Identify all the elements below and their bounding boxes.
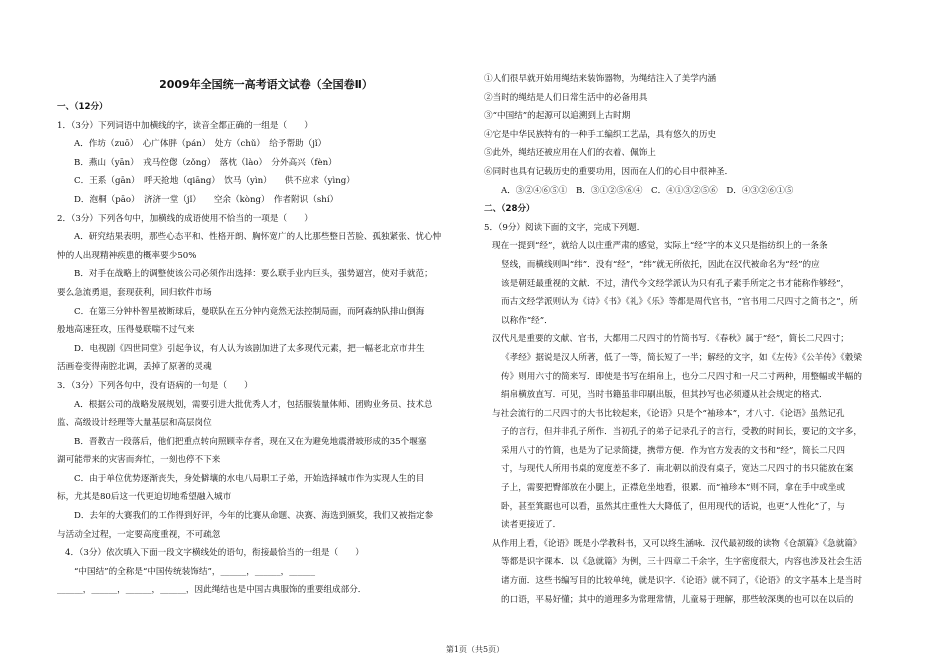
right-text-line: ⑥同时也具有记载历史的重要功用，因而在人们的心目中很神圣． bbox=[484, 166, 734, 177]
right-text-line: 5．（9分）阅读下面的文字，完成下列题． bbox=[484, 222, 646, 233]
right-text-line: 等都是识字课本．以《急就篇》为例，三十四章二千余字，生字密度很大，内容也涉及社会生活 bbox=[501, 557, 862, 568]
exam-title: 2009年全国统一高考语文试卷（全国卷Ⅱ） bbox=[159, 78, 373, 91]
left-text-line: 般地高速狂攻，压得曼联喘不过气来 bbox=[57, 325, 195, 336]
right-text-line: 子上，需要把臀部放在小腿上，正襟危坐地看，很累．而“袖珍本”则不同，拿在手中或坐或 bbox=[501, 483, 845, 494]
right-text-line: 采用八寸的竹简，也是为了记录简捷，携带方便．作为官方发表的文书和“经”，简长二尺四 bbox=[501, 445, 845, 456]
left-text-line: 要么急流勇退，套现获利，回归软件市场 bbox=[57, 287, 212, 298]
right-text-line: 竖线，而横线则叫“纬”．没有“经”，“纬”就无所依托，因此在汉代被命名为“经”的应 bbox=[501, 259, 820, 270]
right-text-line: ③“中国结”的起源可以追溯到上古时期 bbox=[484, 111, 631, 122]
left-text-line: 1．（3分）下列词语中加横线的字，读音全都正确的一组是（ ） bbox=[57, 120, 313, 131]
right-text-line: 卧，甚至箕踞也可以看，虽然其庄重性大大降低了，但用现代的话说，也更“人性化”了，与 bbox=[501, 501, 845, 512]
right-text-line: 以称作“经”． bbox=[501, 315, 553, 326]
right-text-line: 寸，与现代人所用书桌的宽度差不多了．南北朝以前没有桌子，宽达二尺四寸的书只能放在案 bbox=[501, 464, 854, 475]
right-text-line: 传》则用六寸的简来写．即使是书写在绢帛上，也分二尺四寸和一尺二寸两种，用整幅或半幅的 bbox=[501, 371, 862, 382]
right-text-line: 的口语，平易好懂；其中的道理多为常理常情，儿童易于理解，那些较深奥的也可以在以后的 bbox=[501, 594, 854, 605]
right-text-line: ②当时的绳结是人们日常生活中的必备用具 bbox=[484, 92, 648, 103]
left-text-line: 3．（3分）下列各句中，没有语病的一句是（ ） bbox=[57, 380, 253, 391]
right-text-line: 读者更接近了． bbox=[501, 520, 562, 531]
right-column bbox=[484, 70, 896, 609]
right-text-line: 现在一提到“经”，就给人以庄重严肃的感觉，实际上“经”字的本义只是指纺织上的一条条 bbox=[492, 241, 828, 252]
right-text-line: 与社会流行的二尺四寸的大书比较起来，《论语》只是个“袖珍本”，才八寸．《论语》虽然记孔 bbox=[492, 408, 845, 419]
left-text-line: A．根据公司的战略发展规划，需要引进大批优秀人才，包括服装量体师、团购业务员、技术总 bbox=[74, 399, 433, 410]
left-text-line: A．研究结果表明，那些心态平和、性格开朗、胸怀宽广的人比那些整日苦脸、孤独紧张、忧心忡 bbox=[74, 232, 442, 243]
left-text-line: C．王系（gān） 呼天抢地（qiāng） 饮马（yìn） 供不应求（yìng） bbox=[74, 176, 355, 187]
left-text-line: C．在第三分钟朴智星被断球后，曼联队在五分钟内竟然无法控制局面，而阿森纳队排山倒海 bbox=[74, 306, 425, 317]
left-text-line: 忡的人出现精神疾患的概率要少50% bbox=[57, 250, 197, 261]
left-text-line: D．泡桐（pāo） 济济一堂（jǐ） 空余（kòng） 作者附识（shí） bbox=[74, 194, 339, 205]
left-text-line: B．晋教吉一段落后，他们把重点转向照顾幸存者，现在又在为避免地震滑坡形成的35个堰塞 bbox=[74, 436, 427, 447]
right-text-line: 《孝经》据说是汉人所著，低了一等，简长短了一半；解经的文字，如《左传》《公羊传》《穀梁 bbox=[501, 352, 862, 363]
left-text-line: 4．（3分）依次填入下面一段文字横线处的语句，衔接最恰当的一组是（ ） bbox=[65, 548, 364, 559]
left-text-line: 湖可能带来的灾害而奔忙，一刻也停不下来 bbox=[57, 455, 221, 466]
left-text-line: D．电视剧《四世同堂》引起争议，有人认为该剧加进了太多现代元素，把一幅老北京市井生 bbox=[74, 343, 425, 354]
right-text-line: 二、（28分） bbox=[484, 204, 535, 215]
right-text-line: ④它是中华民族特有的一种手工编织工艺品，具有悠久的历史 bbox=[484, 129, 717, 140]
right-text-line: A．③②④⑥⑤① B．③①②⑤⑥④ C．④①③②⑤⑥ D．④③②⑥①⑤ bbox=[501, 185, 794, 196]
right-text-line: 汉代凡是重要的文献、官书，大都用二尺四寸的竹简书写．《春秋》属于“经”，简长二尺四寸； bbox=[492, 334, 849, 345]
left-text-line: 与活动全过程，一定要高度重视，不可疏忽 bbox=[57, 529, 221, 540]
right-text-line: 该是朝廷最重视的文献．不过，清代今文经学派认为只有孔子素手所定之书才能称作够经”， bbox=[501, 278, 850, 289]
left-text-line: “中国结”的全称是“中国传统装饰结”，______，______，______ bbox=[74, 566, 316, 577]
right-text-line: 诸方面．这些书编写目的比较单纯，就是识字．《论语》就不同了，《论语》的文字基本上是当时 bbox=[501, 576, 862, 587]
left-text-line: C．由于单位优势逐渐丧失，身处僻壤的水电八局职工子弟，开始选择城市作为实现人生的目 bbox=[74, 473, 425, 484]
left-text-line: D．去年的大赛我们的工作得到好评，今年的比赛从命题、决赛、海选到颁奖，我们又被指定参 bbox=[74, 511, 434, 522]
right-text-line: ①人们很早就开始用绳结来装饰器物，为绳结注入了美学内涵 bbox=[484, 74, 717, 84]
left-text-line: 2．（3分）下列各句中，加横线的成语使用不恰当的一项是（ ） bbox=[57, 213, 313, 224]
left-text-line: 活画卷变得南腔北调，丢掉了原著的灵魂 bbox=[57, 362, 212, 373]
left-column bbox=[57, 98, 475, 600]
right-text-line: 从作用上看，《论语》既是小学教科书，又可以终生涵咏．汉代最初级的读物《仓颉篇》《急就篇》 bbox=[492, 538, 862, 549]
left-text-line: A．作坊（zuō） 心广体胖（pán） 处方（chǔ） 给予帮助（jǐ） bbox=[74, 139, 327, 150]
left-text-line: 标，尤其是80后这一代更迫切地希望融入城市 bbox=[57, 492, 232, 503]
left-text-line: 监、高级设计经理等大量基层和高层岗位 bbox=[57, 418, 212, 429]
left-text-line: ______，______，______，______，因此绳结也是中国古典服饰的重要组成部分． bbox=[57, 585, 367, 596]
left-text-line: 一、（12分） bbox=[57, 102, 108, 112]
right-text-line: 而古文经学派则认为《诗》《书》《礼》《乐》等都是周代官书，“官书用二尺四寸之简书之”，所 bbox=[501, 297, 858, 308]
page-footer: 第1页（共5页） bbox=[445, 645, 505, 654]
left-text-line: B．对手在战略上的调整使该公司必须作出选择：要么联手业内巨头，强势逼宫，使对手就范； bbox=[74, 269, 433, 280]
left-text-line: B．燕山（yān） 戎马倥偬（zǒng） 落枕（lào） 分外高兴（fèn） bbox=[74, 157, 337, 168]
right-text-line: ⑤此外，绳结还被应用在人们的衣着、佩饰上 bbox=[484, 148, 656, 159]
right-text-line: 子的言行，但并非孔子所作．当初孔子的弟子记录孔子的言行，受教的时间长，要记的文字多， bbox=[501, 427, 862, 438]
right-text-line: 绢帛横放直写．可见，当时书籍虽非印刷出版，但其抄写也必须遵从社会规定的格式． bbox=[501, 390, 828, 401]
